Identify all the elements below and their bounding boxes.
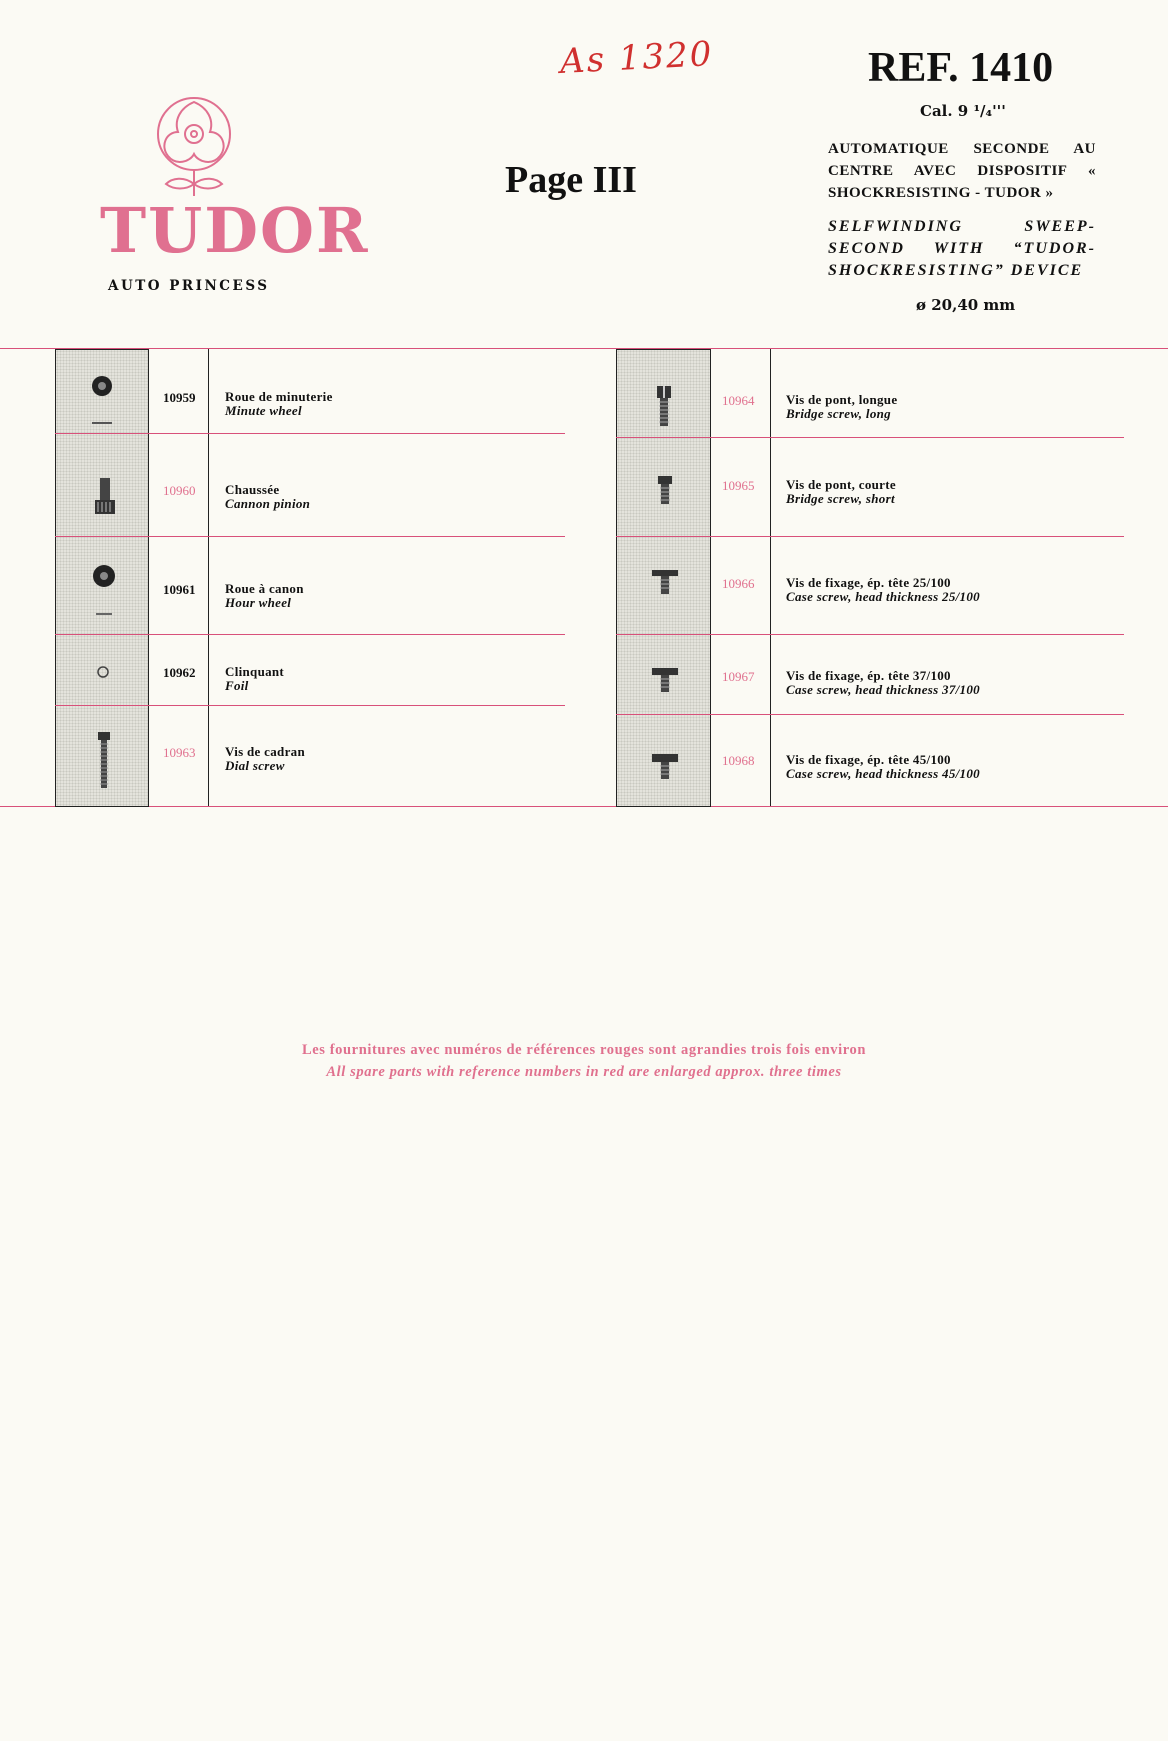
page-title: Page III xyxy=(505,159,637,201)
table-bottom-rule xyxy=(0,806,1168,807)
part-name-fr: Vis de fixage, ép. tête 25/100 xyxy=(786,575,951,590)
brand-name: TUDOR xyxy=(100,194,370,267)
part-ref: 10960 xyxy=(163,483,196,498)
part-name xyxy=(225,483,310,511)
ring-icon xyxy=(95,664,111,680)
table-top-rule xyxy=(0,348,1168,349)
model-name: AUTO PRINCESS xyxy=(108,278,270,294)
tudor-rose-logo xyxy=(148,92,240,204)
right-column-divider xyxy=(770,349,771,806)
screw-icon xyxy=(656,474,674,506)
part-name-fr: Vis de pont, longue xyxy=(786,392,898,407)
part-name-fr: Roue à canon xyxy=(225,581,304,596)
screw-icon xyxy=(654,384,674,430)
right-row-rule xyxy=(616,437,1124,438)
part-name xyxy=(225,665,284,693)
reference-title: REF. 1410 xyxy=(868,45,1054,91)
part-name-fr: Chaussée xyxy=(225,482,280,497)
part-ref: 10967 xyxy=(722,669,755,684)
part-name-fr: Vis de pont, courte xyxy=(786,477,896,492)
part-name xyxy=(786,478,896,506)
footnote-fr: Les fournitures avec numéros de références rouges sont agrandies trois fois environ xyxy=(301,1042,867,1058)
part-name-en: Minute wheel xyxy=(225,403,302,418)
part-ref: 10965 xyxy=(722,478,755,493)
case-screw-icon xyxy=(650,566,680,596)
part-name-en: Bridge screw, long xyxy=(786,406,891,421)
part-name xyxy=(786,576,980,604)
case-screw-icon xyxy=(650,750,680,782)
right-row-rule xyxy=(616,536,1124,537)
gear-icon xyxy=(88,374,116,430)
left-column-divider xyxy=(208,349,209,806)
part-name-fr: Clinquant xyxy=(225,664,285,679)
part-ref: 10968 xyxy=(722,753,755,768)
part-name xyxy=(786,669,980,697)
part-name-fr: Vis de fixage, ép. tête 45/100 xyxy=(786,752,951,767)
part-name-en: Cannon pinion xyxy=(225,496,311,511)
description-en: SELFWINDING SWEEP-SECOND WITH “TUDOR-SHOCKRESISTING” DEVICE xyxy=(828,218,1096,279)
part-name xyxy=(786,753,980,781)
part-name xyxy=(225,390,333,418)
pinion-icon xyxy=(92,476,118,516)
left-row-rule xyxy=(55,705,565,706)
left-row-rule xyxy=(55,634,565,635)
part-name xyxy=(225,745,305,773)
part-name-fr: Vis de fixage, ép. tête 37/100 xyxy=(786,668,951,683)
long-screw-icon xyxy=(96,730,112,792)
calibre: Cal. 9 ¹/₄''' xyxy=(920,102,1006,120)
part-name xyxy=(786,393,897,421)
description-fr: AUTOMATIQUE SECONDE AU CENTRE AVEC DISPOSITIF « SHOCKRESISTING - TUDOR » xyxy=(828,141,1096,201)
part-name-fr: Roue de minuterie xyxy=(225,389,333,404)
part-name xyxy=(225,582,304,610)
right-row-rule xyxy=(616,634,1124,635)
part-name-fr: Vis de cadran xyxy=(225,744,305,759)
part-name-en: Hour wheel xyxy=(225,595,292,610)
part-name-en: Foil xyxy=(225,678,249,693)
part-ref: 10963 xyxy=(163,745,196,760)
handwritten-note: As 1320 xyxy=(559,34,715,82)
part-name-en: Case screw, head thickness 37/100 xyxy=(786,682,980,697)
gear-icon xyxy=(90,563,118,623)
part-ref: 10961 xyxy=(163,582,196,597)
part-name-en: Case screw, head thickness 45/100 xyxy=(786,766,980,781)
part-name-en: Case screw, head thickness 25/100 xyxy=(786,589,980,604)
part-name-en: Dial screw xyxy=(225,758,285,773)
part-ref: 10964 xyxy=(722,393,755,408)
part-ref: 10966 xyxy=(722,576,755,591)
part-ref: 10962 xyxy=(163,665,196,680)
part-name-en: Bridge screw, short xyxy=(786,491,895,506)
case-screw-icon xyxy=(650,664,680,694)
right-row-rule xyxy=(616,714,1124,715)
left-row-rule xyxy=(55,433,565,434)
diameter: ø 20,40 mm xyxy=(916,296,1016,314)
part-ref: 10959 xyxy=(163,390,196,405)
left-row-rule xyxy=(55,536,565,537)
footnote-en: All spare parts with reference numbers in red are enlarged approx. three times xyxy=(326,1064,842,1080)
